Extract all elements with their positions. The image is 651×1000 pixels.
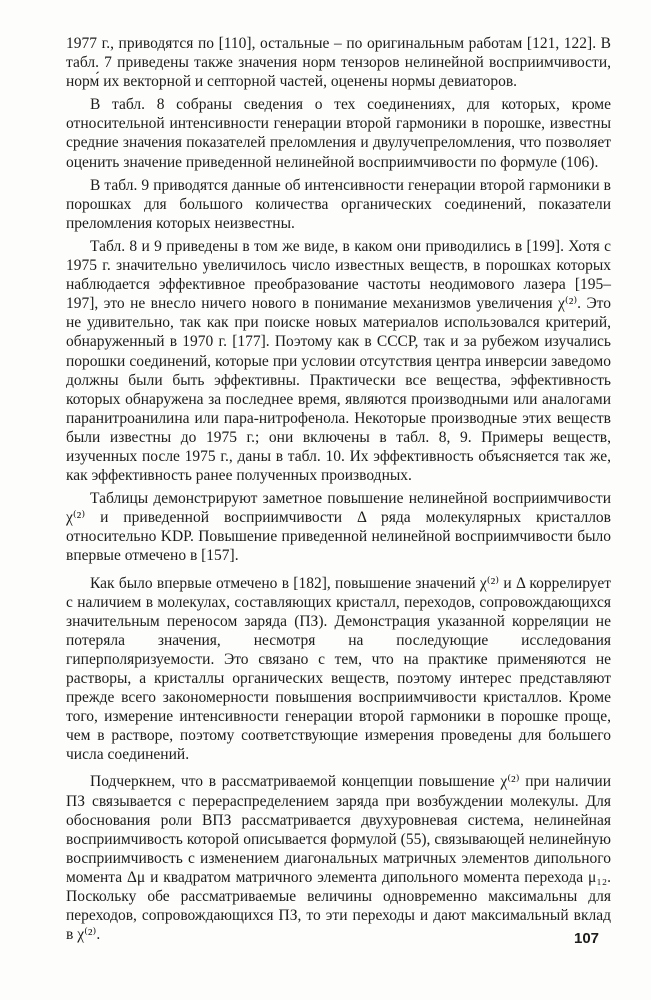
paragraph-5: Таблицы демонстрируют заметное повышение нелинейной восприимчивости χ⁽²⁾ и приведенной восприимчивости Δ ряда молекулярных кристаллов относительно KDP. Повышение приведенной нелинейной восприимчивости было впервые отмечено в [157]. xyxy=(66,490,611,565)
paragraph-2: В табл. 8 собраны сведения о тех соединениях, для которых, кроме относительной интенсивности генерации второй гармоники в порошке, известны средние значения показателей преломления и двулучепреломления, что позволяет оценить значение приведенной нелинейной восприимчивости по формуле (106). xyxy=(66,96,611,171)
paragraph-3: В табл. 9 приводятся данные об интенсивности генерации второй гармоники в порошках для большого количества органических соединений, показатели преломления которых неизвестны. xyxy=(66,176,611,232)
page-number: 107 xyxy=(574,930,600,947)
paragraph-4: Табл. 8 и 9 приведены в том же виде, в каком они приводились в [199]. Хотя с 1975 г. значительно увеличилось число известных веществ, в порошках которых наблюдается эффективное преобразование частоты неодимового лазера [195–197], это не внесло ничего нового в понимание механизмов увеличения χ⁽²⁾. Это не удивительно, так как при поиске новых материалов использовался критерий, обнаруженный в 1970 г. [177]. Поэтому как в СССР, так и за рубежом изучались порошки соединений, которые при условии отсутствия центра инверсии заведомо должны были быть эффективны. Практически все вещества, эффективность которых обнаружена за последнее время, являются производными или аналогами паранитроанилина или пара-нитрофенола. Некоторые производные этих веществ были известны до 1975 г.; они включены в табл. 8, 9. Примеры веществ, изученных после 1975 г., даны в табл. 10. Их эффективность объясняется так же, как эффективность ранее полученных производных. xyxy=(66,237,611,485)
paragraph-7: Подчеркнем, что в рассматриваемой концепции повышение χ⁽²⁾ при наличии ПЗ связывается с перераспределением заряда при возбуждении молекулы. Для обоснования роли ВПЗ рассматривается двухуровневая система, нелинейная восприимчивость которой описывается формулой (55), связывающей нелинейную восприимчивость с изменением диагональных матричных элементов дипольного момента Δμ и квадратом матричного элемента дипольного момента перехода μ₁₂. Поскольку обе рассматриваемые величины одновременно максимальны для переходов, сопровождающихся ПЗ, то эти переходы и дают максимальный вклад в χ⁽²⁾. xyxy=(66,773,611,944)
paragraph-6: Как было впервые отмечено в [182], повышение значений χ⁽²⁾ и Δ коррелирует с наличием в молекулах, составляющих кристалл, переходов, сопровождающихся значительным переносом заряда (ПЗ). Демонстрация указанной корреляции не потеряла значения, несмотря на последующие исследования гиперполяризуемости. Это связано с тем, что на практике применяются не растворы, а кристаллы органических веществ, поэтому интерес представляют прежде всего закономерности повышения восприимчивости кристаллов. Кроме того, измерение интенсивности генерации второй гармоники в порошке проще, чем в растворе, поэтому соответствующие измерения проведены для большего числа соединений. xyxy=(66,574,611,764)
body-text xyxy=(66,34,611,948)
paragraph-1: 1977 г., приводятся по [110], остальные – по оригинальным работам [121, 122]. В табл. 7 приведены также значения норм тензоров нелинейной восприимчивости, норм́ их векторной и септорной частей, оценены нормы девиаторов. xyxy=(66,35,611,91)
